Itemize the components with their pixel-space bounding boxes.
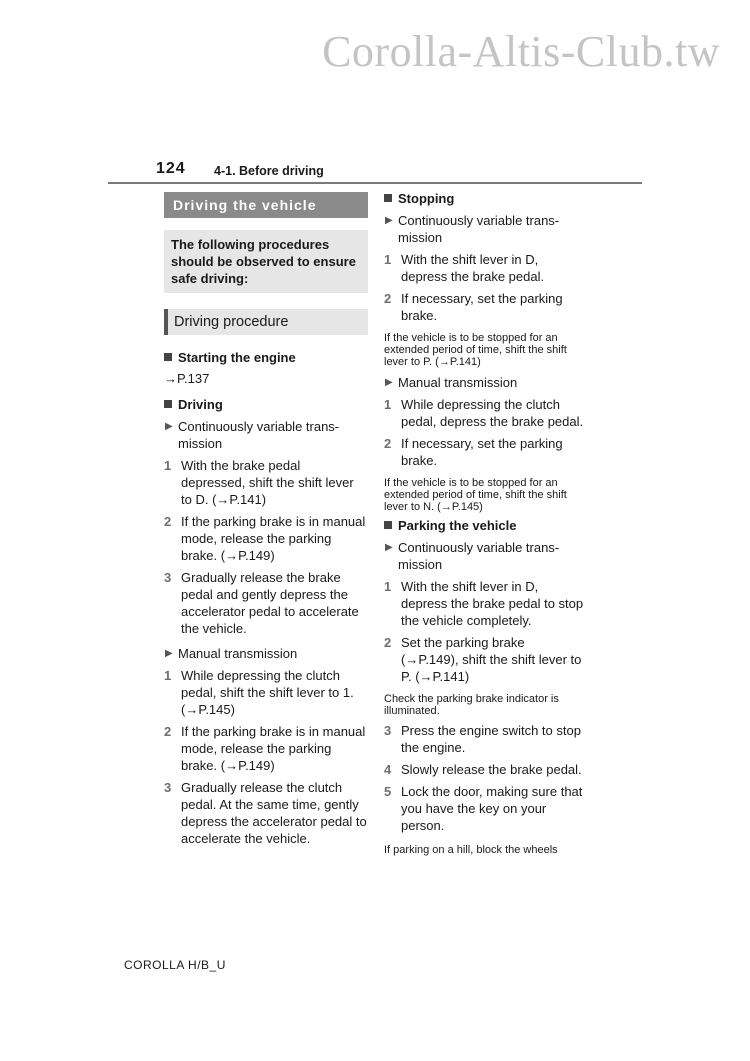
step-item: 2 Set the parking brake (→P.149), shift the shift lever to P. (→P.141) [384,635,582,684]
footer-model: COROLLA H/B_U [124,958,226,972]
step-item: 2 If necessary, set the parking brake. [384,436,563,468]
triangle-bullet-icon: ▶ [165,421,173,432]
section-title: 4-1. Before driving [214,164,324,178]
square-bullet-icon [164,353,172,361]
step-item: 3 Gradually release the brake pedal and gently depress the accelerator pedal to accelerate the vehicle. [164,570,359,636]
transmission-label: ▶ Manual transmission [165,646,298,661]
note-text: If the vehicle is to be stopped for an extended period of time, shift the shift lever to N. (→P.145) [384,477,567,513]
page-reference: →P.137 [164,371,210,386]
step-item: 2 If the parking brake is in manual mode, release the parking brake. (→P.149) [164,514,366,563]
page-number: 124 [156,160,186,177]
square-bullet-icon [164,400,172,408]
step-item: 3 Press the engine switch to stop the engine. [384,723,581,755]
triangle-bullet-icon: ▶ [385,542,393,553]
heading-parking: Parking the vehicle [384,517,584,534]
step-item: 5 Lock the door, making sure that you have the key on your person. [384,784,583,833]
step-item: 1 With the shift lever in D, depress the brake pedal to stop the vehicle completely. [384,579,584,628]
left-column [164,192,368,847]
heading-starting-engine: Starting the engine [164,349,368,366]
step-item: 2 If necessary, set the parking brake. [384,291,563,323]
intro-note: The following procedures should be observed to ensure safe driving: [164,230,368,293]
note-text: If the vehicle is to be stopped for an extended period of time, shift the shift lever to P. (→P.141) [384,332,567,368]
section-box-title: Driving the vehicle [164,192,368,218]
transmission-label: ▶ Continuously variable trans-mission [385,540,560,572]
heading-driving: Driving [164,396,368,413]
step-item: 1 While depressing the clutch pedal, shift the shift lever to 1. (→P.145) [164,668,354,717]
step-item: 2 If the parking brake is in manual mode, release the parking brake. (→P.149) [164,724,366,773]
step-item: 3 Gradually release the clutch pedal. At the same time, gently depress the accelerator pedal to accelerate the vehicle. [164,780,367,846]
note-text: Check the parking brake indicator is illuminated. [384,693,559,717]
transmission-label: ▶ Manual transmission [385,375,518,390]
watermark: Corolla-Altis-Club.tw [322,27,720,76]
transmission-label: ▶ Continuously variable trans-mission [165,419,340,451]
triangle-bullet-icon: ▶ [385,215,393,226]
step-item: 1 While depressing the clutch pedal, depress the brake pedal. [384,397,584,429]
step-item: 1 With the brake pedal depressed, shift the shift lever to D. (→P.141) [164,458,354,507]
note-text: If parking on a hill, block the wheels [384,844,558,856]
subsection-title: Driving procedure [164,309,368,335]
step-item: 1 With the shift lever in D, depress the brake pedal. [384,252,545,284]
right-column [384,190,584,856]
header-rule [108,182,642,184]
transmission-label: ▶ Continuously variable trans-mission [385,213,560,245]
square-bullet-icon [384,194,392,202]
step-item: 4 Slowly release the brake pedal. [384,762,582,777]
triangle-bullet-icon: ▶ [385,377,393,388]
triangle-bullet-icon: ▶ [165,648,173,659]
heading-stopping: Stopping [384,190,584,207]
square-bullet-icon [384,521,392,529]
